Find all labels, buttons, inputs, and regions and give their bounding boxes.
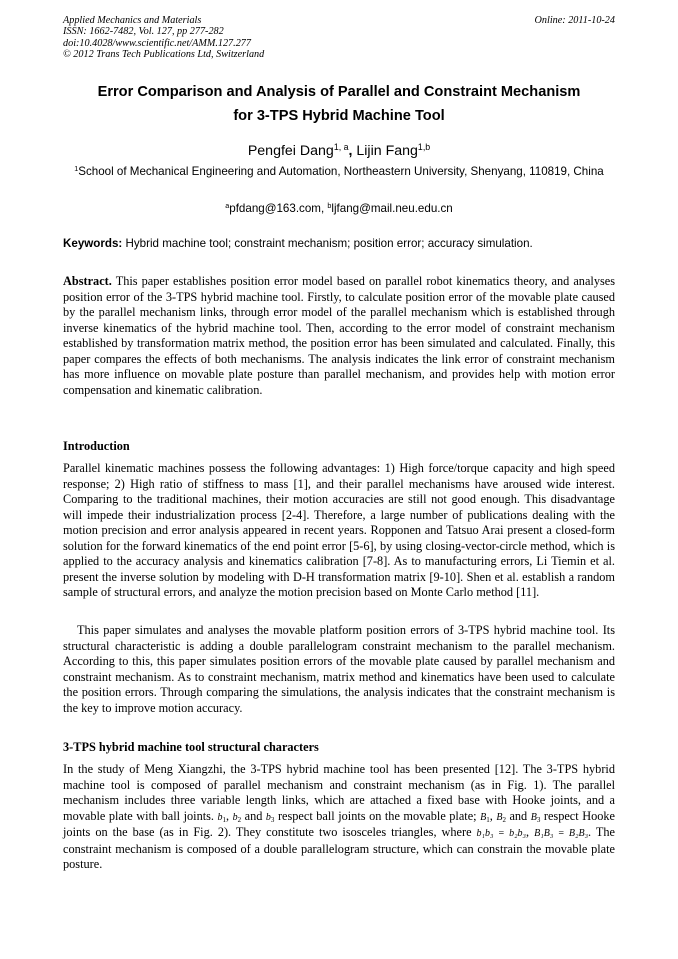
paper-title bbox=[40, 80, 638, 128]
structure-text-a: In the study of Meng Xiangzhi, the 3-TPS hybrid machine tool has been presented [12]. The 3-TPS hybrid machine tool is composed of parallel mechanism and constraint mechanism (as in Fig. 1). The parallel mechanism includes three variable length links, which are attached a fixed base with Hooke joints, and a movable plate with ball joints. bbox=[63, 762, 615, 823]
journal-name: Applied Mechanics and Materials bbox=[63, 15, 202, 26]
author-2-affil-mark: 1,b bbox=[417, 141, 431, 152]
structure-text-d: . The constraint mechanism is composed of a double parallelogram structure, which can constrain the movable plate posture. bbox=[63, 825, 616, 871]
email-list bbox=[40, 201, 638, 216]
symbol-B1: $B_1$ bbox=[480, 811, 490, 824]
email-b-mark: b bbox=[327, 200, 332, 210]
keywords bbox=[63, 236, 615, 251]
symbol-b3: $b_3$ bbox=[265, 811, 275, 824]
author-1: Pengfei Dang bbox=[247, 143, 334, 159]
symbol-B3: $B_3$ bbox=[530, 811, 541, 824]
email-b: ljfang@mail.neu.edu.cn bbox=[331, 202, 453, 215]
symbol-b1: $b_1$ bbox=[217, 811, 227, 824]
author-separator: , bbox=[348, 143, 357, 159]
affiliation-mark: 1 bbox=[74, 163, 79, 173]
keywords-text: Hybrid machine tool; constraint mechanism; position error; accuracy simulation. bbox=[122, 237, 533, 250]
journal-meta bbox=[63, 15, 615, 61]
introduction-paragraph-2: This paper simulates and analyses the movable platform position errors of 3-TPS hybrid machine tool. Its structural characteristic is adding a double parallelogram constraint mechanism to the parallel mechanism. According to this, this paper simulates position errors of the movable plate caused by parallel mechanism and constraint mechanism. As to constraint mechanism, matrix method and kinematics have been used to calculate the position errors. Through comparing the simulations, the analysis indicates that the constraint mechanism is the key to improve motion accuracy. bbox=[63, 623, 615, 715]
author-2: Lijin Fang bbox=[356, 143, 418, 159]
introduction-heading: Introduction bbox=[63, 439, 130, 453]
doi-line: doi:10.4028/www.scientific.net/AMM.127.277 bbox=[63, 37, 251, 49]
structure-paragraph: In the study of Meng Xiangzhi, the 3-TPS hybrid machine tool has been presented [12]. The 3-TPS hybrid machine tool is composed of parallel mechanism and constraint mechanism (as in Fig. 1). The parallel mechanism includes three variable length links, which are attached a fixed base with Hooke joints, and a movable plate with ball joints. $b_1$, $b_2$ and $b_3$ respect ball joints on the movable plate; $B_1$, $B_2$ and $B_3$ respect Hooke joints on the base (as in Fig. 2). They constitute two isosceles triangles, where b₁b₃ = b₂b₃, B₁B₃ = B₂B₃. The constraint mechanism is composed of a double parallelogram structure, which can constrain the movable plate posture. bbox=[63, 762, 616, 871]
symbol-b2: $b_2$ bbox=[232, 811, 242, 824]
introduction-paragraph-1: Parallel kinematic machines possess the following advantages: 1) High force/torque capacity and high speed response; 2) High ratio of stiffness to mass [1], and their parallel mechanisms have aroused wide interest. Comparing to the traditional machines, their motion accuracies are still not good enough. This disadvantage will impede their industrialization process [2-4]. Therefore, a large number of publications dealing with the motion precision and error analysis appeared in recent years. Ropponen and Tatsuo Arai present a closed-form solution for the forward kinematics of the end point error [5-6], by using closing-vector-circle method, which is applied to the accuracy analysis and kinematics calibration [7-8]. As to manufacturing errors, Li Tiemin et al. present the inverse solution by modeling with D-H transformation matrix [9-10]. Shen et al. establish a random sample of structural errors, and analyze the motion precision based on Monte Carlo method [11]. bbox=[63, 461, 615, 599]
affiliation-text: School of Mechanical Engineering and Automation, Northeastern University, Shenyang, 110819, China bbox=[78, 165, 604, 178]
issn-line: ISSN: 1662-7482, Vol. 127, pp 277-282 bbox=[63, 26, 224, 38]
email-a: pfdang@163.com, bbox=[229, 202, 328, 215]
copyright-line: © 2012 Trans Tech Publications Ltd, Switzerland bbox=[63, 49, 265, 61]
author-1-affil-mark: 1, a bbox=[333, 141, 349, 152]
equation-b: b₁b₃ = b₂b₃ bbox=[476, 828, 527, 839]
structure-text-c: respect Hooke joints on the base (as in Fig. 2). They constitute two isosceles triangles, where bbox=[63, 808, 615, 839]
equation-B: B₁B₃ = B₂B₃ bbox=[534, 828, 589, 839]
abstract bbox=[63, 274, 615, 398]
title-line-2: for 3-TPS Hybrid Machine Tool bbox=[233, 108, 445, 124]
email-a-mark: a bbox=[225, 200, 230, 210]
structure-heading: 3-TPS hybrid machine tool structural characters bbox=[63, 740, 319, 754]
title-line-1: Error Comparison and Analysis of Parallel and Constraint Mechanism bbox=[97, 84, 581, 100]
symbol-B2: $B_2$ bbox=[496, 811, 506, 824]
keywords-label: Keywords: bbox=[63, 237, 123, 250]
abstract-text: This paper establishes position error model based on parallel robot kinematics theory, and analyses position error of the 3-TPS hybrid machine tool. Firstly, to calculate position error of the movable plate caused by the parallel mechanism links, through error model of the parallel mechanism which is established through inverse kinematics of the hybrid machine tool. Then, according to the error model of constraint mechanism established by transformation matrix method, the position error has been simulated and calculated. Finally, this paper compares the effects of both mechanisms. The analysis indicates the link error of constraint mechanism has more influence on movable plate posture than parallel mechanism, and provides help with motion error compensation and kinematic calibration. bbox=[63, 274, 615, 397]
online-date: Online: 2011-10-24 bbox=[534, 15, 615, 26]
structure-text-b: respect ball joints on the movable plate; bbox=[274, 808, 481, 823]
author-list bbox=[40, 142, 638, 160]
abstract-label: Abstract. bbox=[63, 274, 112, 288]
affiliation bbox=[63, 164, 615, 179]
